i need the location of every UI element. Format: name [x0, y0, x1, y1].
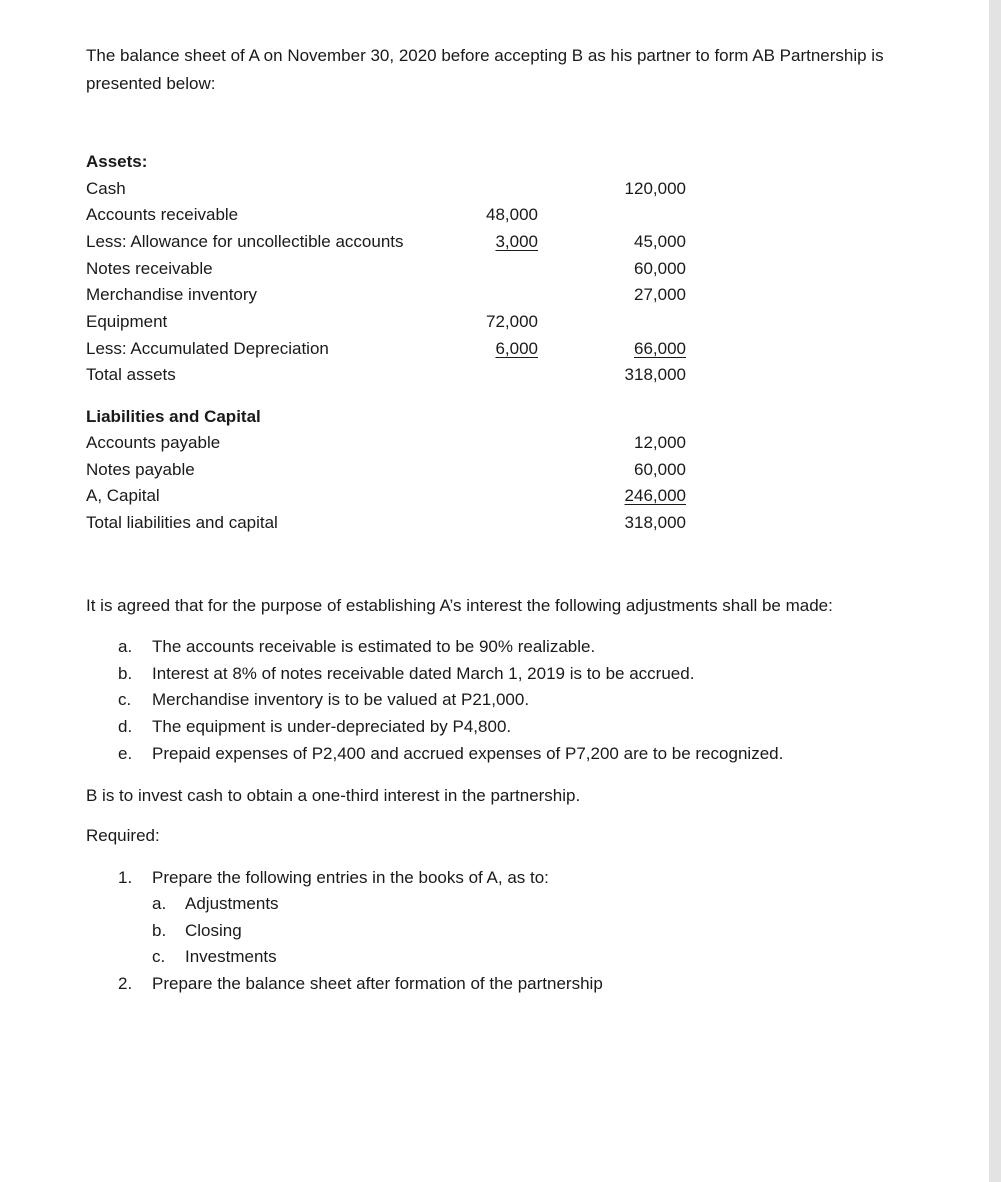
- adjustment-marker: b.: [118, 664, 133, 683]
- liability-accounts-payable-amount: 12,000: [634, 433, 686, 452]
- adjustment-marker: c.: [118, 690, 132, 709]
- asset-cash-amount: 120,000: [624, 179, 686, 198]
- liability-label-total: Total liabilities and capital: [86, 513, 278, 532]
- requirement-sub-marker: a.: [152, 894, 167, 913]
- liabilities-heading: Liabilities and Capital: [86, 407, 261, 426]
- requirement-text: Prepare the balance sheet after formation of the partnership: [152, 974, 603, 993]
- asset-label-accumulated-depreciation: Less: Accumulated Depreciation: [86, 339, 329, 358]
- agreement-paragraph: It is agreed that for the purpose of establishing A’s interest the following adjustments shall be made:: [86, 596, 833, 615]
- asset-label-cash: Cash: [86, 179, 126, 198]
- requirement-sub-text: Closing: [185, 921, 242, 940]
- requirement-sub-item: [152, 947, 277, 967]
- adjustment-marker: e.: [118, 744, 133, 763]
- asset-notes-receivable-amount: 60,000: [634, 259, 686, 278]
- adjustment-text: Interest at 8% of notes receivable dated March 1, 2019 is to be accrued.: [152, 664, 695, 683]
- adjustment-item: [118, 717, 511, 737]
- requirement-marker: 1.: [118, 868, 133, 887]
- liability-total-amount: 318,000: [624, 513, 686, 532]
- asset-accumulated-depreciation-amount: 6,000: [495, 339, 538, 358]
- adjustment-marker: a.: [118, 637, 133, 656]
- asset-equipment-gross: 72,000: [486, 312, 538, 331]
- required-label: Required:: [86, 826, 160, 845]
- adjustment-text: Merchandise inventory is to be valued at P21,000.: [152, 690, 530, 709]
- capital-a-capital-amount: 246,000: [624, 486, 686, 505]
- requirement-marker: 2.: [118, 974, 133, 993]
- requirement-sub-text: Investments: [185, 947, 277, 966]
- asset-total-amount: 318,000: [624, 365, 686, 384]
- page-edge-bar: [989, 0, 1001, 1182]
- investment-paragraph: B is to invest cash to obtain a one-third interest in the partnership.: [86, 786, 581, 805]
- requirement-sub-item: [152, 921, 242, 941]
- adjustment-item: [118, 637, 595, 657]
- asset-label-total-assets: Total assets: [86, 365, 176, 384]
- intro-paragraph: The balance sheet of A on November 30, 2020 before accepting B as his partner to form AB Partnership is presented below:: [86, 46, 884, 93]
- asset-equipment-net: 66,000: [634, 339, 686, 358]
- asset-label-merchandise-inventory: Merchandise inventory: [86, 285, 258, 304]
- adjustment-item: [118, 664, 694, 684]
- asset-label-accounts-receivable: Accounts receivable: [86, 205, 239, 224]
- adjustment-item: [118, 744, 783, 764]
- requirement-item: [118, 974, 603, 994]
- adjustment-text: The equipment is under-depreciated by P4,800.: [152, 717, 512, 736]
- asset-accounts-receivable-gross: 48,000: [486, 205, 538, 224]
- asset-allowance-amount: 3,000: [495, 232, 538, 251]
- adjustment-marker: d.: [118, 717, 133, 736]
- adjustment-text: Prepaid expenses of P2,400 and accrued expenses of P7,200 are to be recognized.: [152, 744, 784, 763]
- capital-label-a-capital: A, Capital: [86, 486, 160, 505]
- asset-accounts-receivable-net: 45,000: [634, 232, 686, 251]
- adjustment-text: The accounts receivable is estimated to be 90% realizable.: [152, 637, 596, 656]
- asset-label-equipment: Equipment: [86, 312, 168, 331]
- assets-heading: Assets:: [86, 152, 148, 171]
- requirement-text: Prepare the following entries in the books of A, as to:: [152, 868, 549, 887]
- requirement-sub-marker: b.: [152, 921, 167, 940]
- liability-label-notes-payable: Notes payable: [86, 460, 195, 479]
- requirement-sub-text: Adjustments: [185, 894, 279, 913]
- asset-label-notes-receivable: Notes receivable: [86, 259, 213, 278]
- requirement-item: [118, 868, 549, 888]
- asset-label-allowance: Less: Allowance for uncollectible accounts: [86, 232, 404, 251]
- asset-merchandise-inventory-amount: 27,000: [634, 285, 686, 304]
- liability-notes-payable-amount: 60,000: [634, 460, 686, 479]
- liability-label-accounts-payable: Accounts payable: [86, 433, 221, 452]
- requirement-sub-marker: c.: [152, 947, 166, 966]
- requirement-sub-item: [152, 894, 279, 914]
- adjustment-item: [118, 690, 529, 710]
